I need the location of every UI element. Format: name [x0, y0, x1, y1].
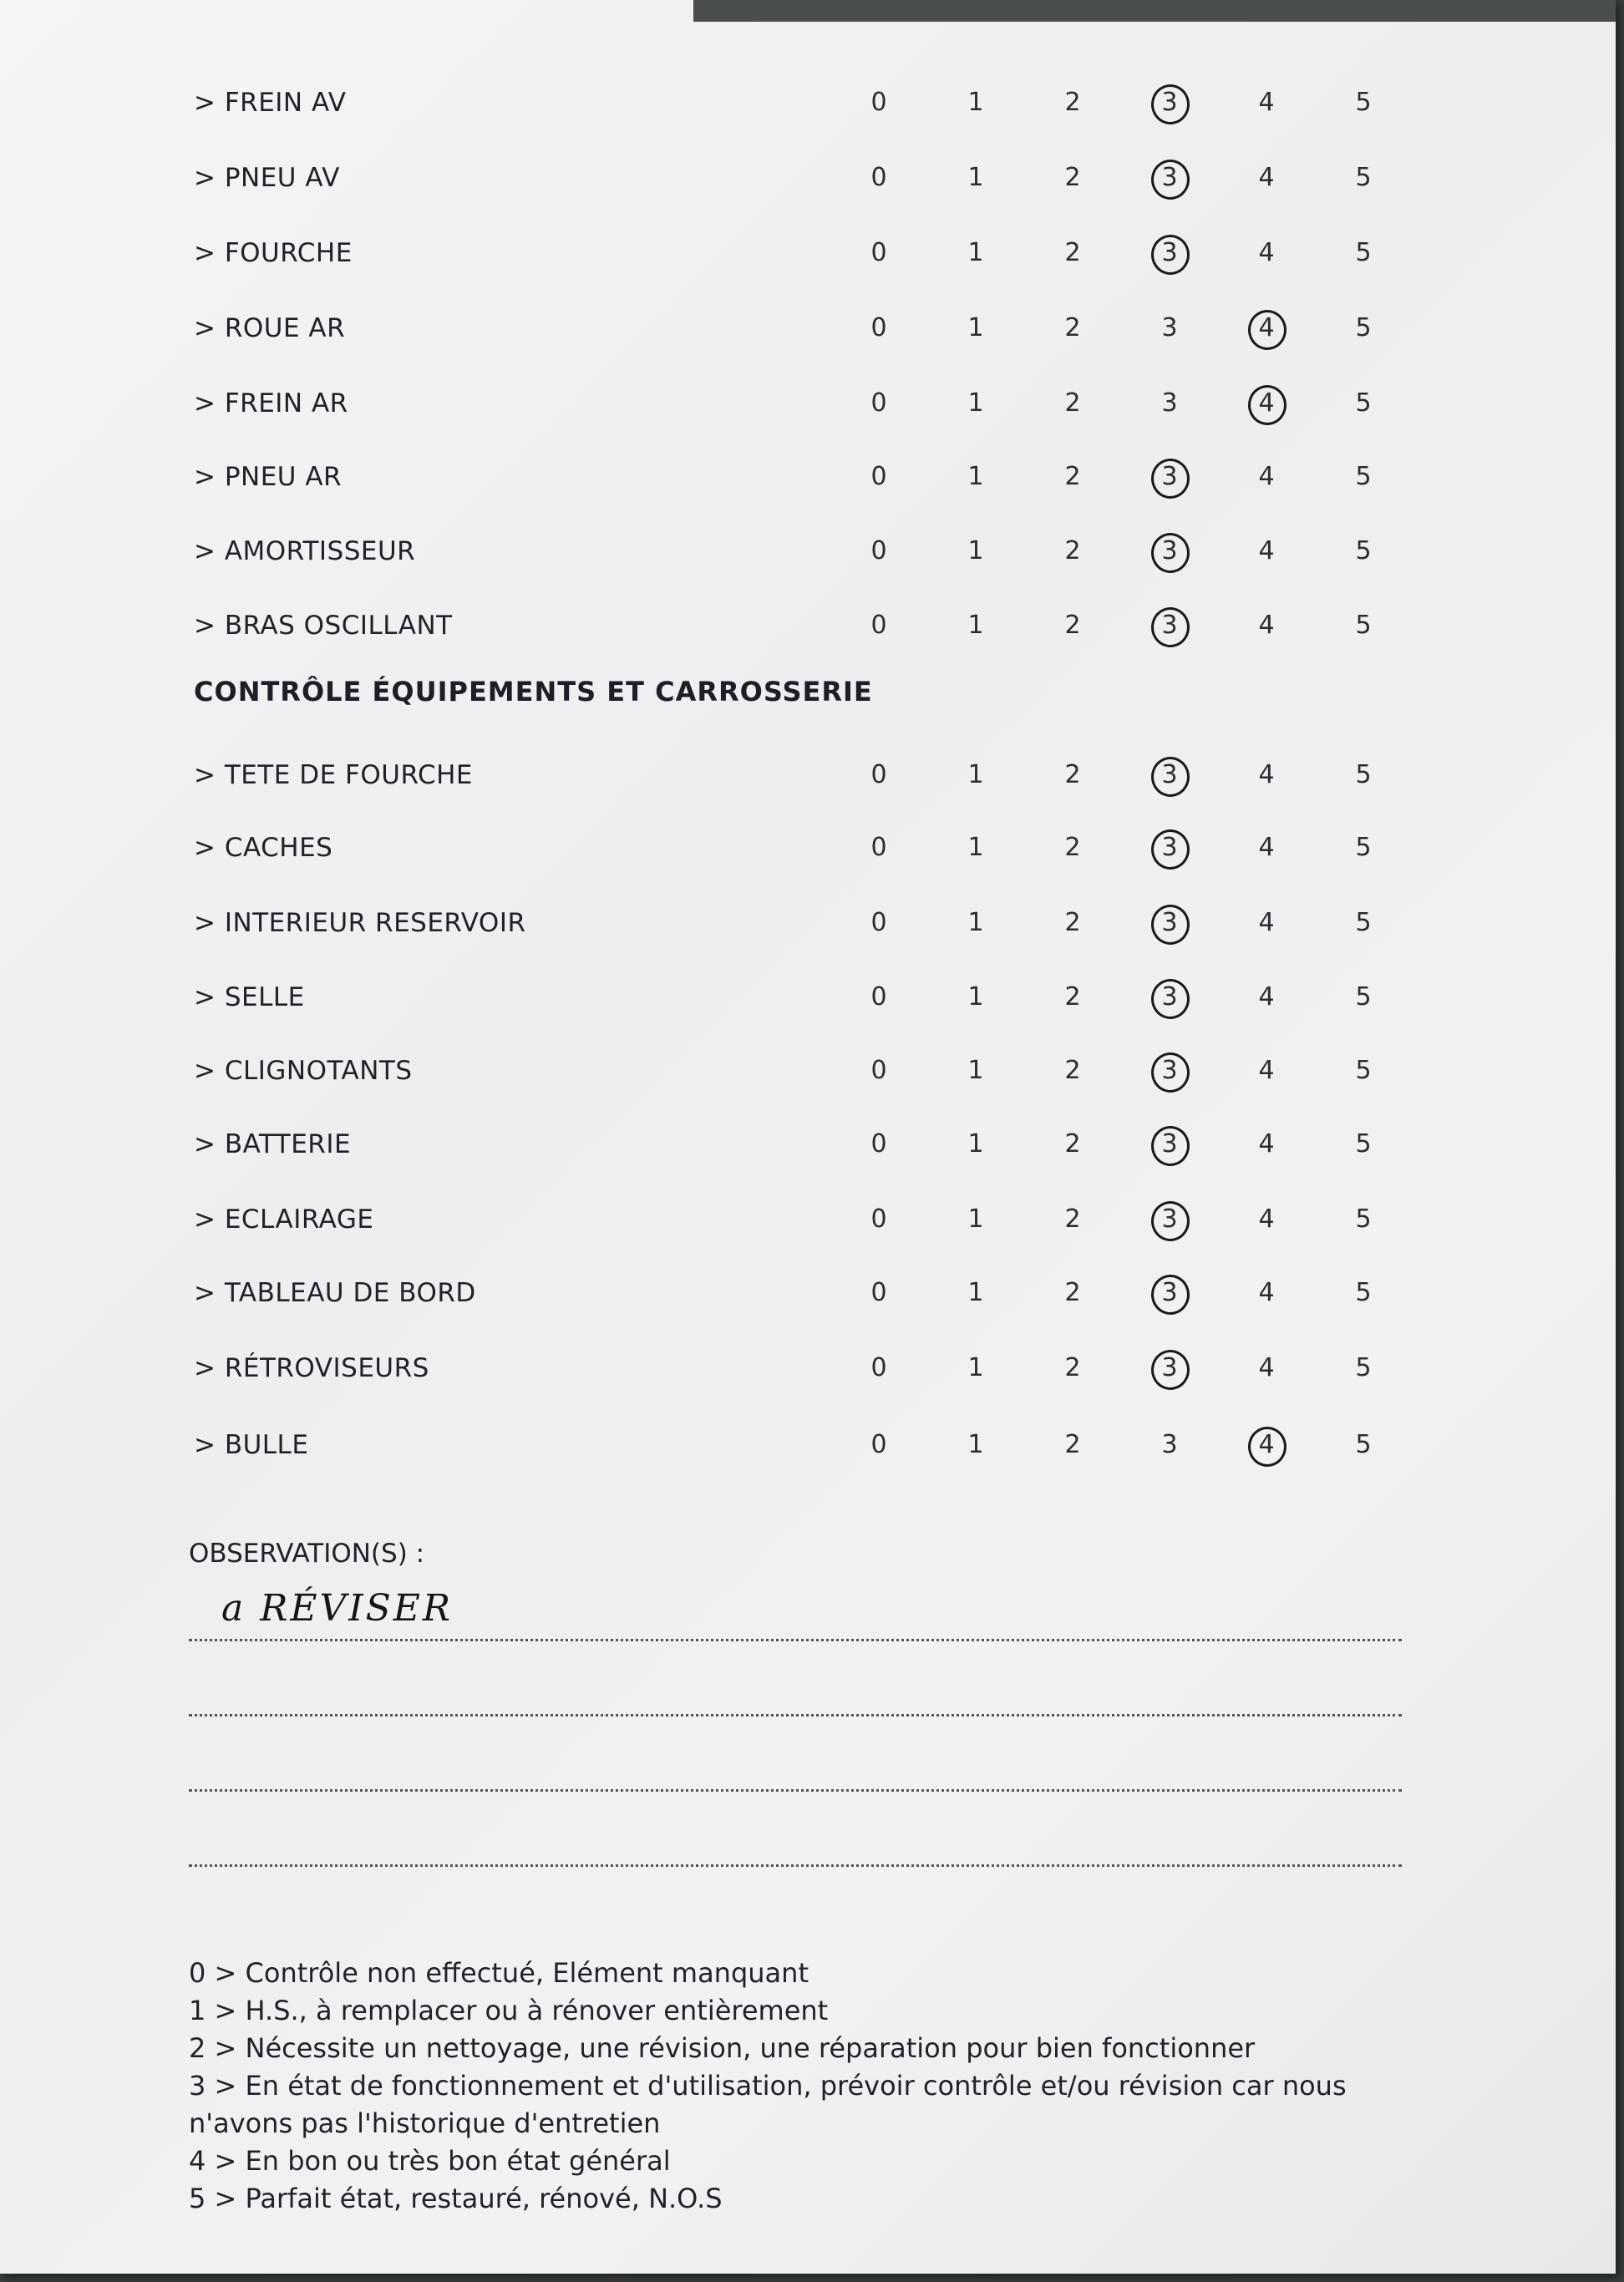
row-label: > BATTERIE: [194, 1129, 352, 1159]
row-label: > RÉTROVISEURS: [194, 1353, 429, 1383]
score-option-1[interactable]: 1: [967, 163, 984, 192]
score-option-4[interactable]: 4: [1258, 1353, 1275, 1382]
score-option-3[interactable]: 3: [1144, 1046, 1195, 1096]
score-option-4[interactable]: 4: [1258, 1278, 1275, 1307]
score-option-5[interactable]: 5: [1355, 536, 1372, 565]
score-option-5[interactable]: 5: [1355, 388, 1372, 418]
score-option-5[interactable]: 5: [1355, 1430, 1372, 1459]
score-option-1[interactable]: 1: [967, 908, 984, 937]
score-option-3[interactable]: 3: [1144, 898, 1195, 948]
score-option-1[interactable]: 1: [967, 1430, 984, 1459]
legend-item: 2 > Nécessite un nettoyage, une révision, une réparation pour bien fonctionner: [189, 2032, 1256, 2064]
score-option-3[interactable]: 3: [1144, 972, 1195, 1022]
score-option-2[interactable]: 2: [1064, 1056, 1081, 1085]
score-option-5[interactable]: 5: [1355, 1278, 1372, 1307]
score-option-3[interactable]: 3: [1144, 78, 1195, 128]
score-option-2[interactable]: 2: [1064, 611, 1081, 640]
score-option-3[interactable]: 3: [1144, 1343, 1195, 1393]
score-option-3[interactable]: 3: [1144, 228, 1195, 278]
rating-row: [0, 452, 1616, 502]
row-label: > BRAS OSCILLANT: [194, 611, 453, 641]
score-option-5[interactable]: 5: [1355, 982, 1372, 1012]
observation-line[interactable]: [189, 1864, 1402, 1867]
score-option-0[interactable]: 0: [870, 760, 887, 789]
score-option-4[interactable]: 4: [1241, 378, 1292, 429]
score-option-4[interactable]: 4: [1258, 536, 1275, 565]
score-option-4[interactable]: 4: [1258, 760, 1275, 789]
score-option-1[interactable]: 1: [967, 388, 984, 418]
score-option-0[interactable]: 0: [870, 1056, 887, 1085]
score-option-3[interactable]: 3: [1144, 823, 1195, 873]
row-label: > AMORTISSEUR: [194, 536, 416, 566]
score-option-4[interactable]: 4: [1258, 833, 1275, 862]
score-option-1[interactable]: 1: [967, 611, 984, 640]
score-option-4[interactable]: 4: [1241, 303, 1292, 353]
score-option-0[interactable]: 0: [870, 1129, 887, 1159]
rating-legend: [189, 1955, 1408, 2218]
score-option-3[interactable]: 3: [1144, 1119, 1195, 1169]
score-option-4[interactable]: 4: [1258, 1056, 1275, 1085]
score-option-2[interactable]: 2: [1064, 1278, 1081, 1307]
score-option-0[interactable]: 0: [870, 388, 887, 418]
score-option-0[interactable]: 0: [870, 611, 887, 640]
score-option-4[interactable]: 4: [1258, 1204, 1275, 1234]
observation-line[interactable]: [189, 1789, 1402, 1792]
score-option-5[interactable]: 5: [1355, 1129, 1372, 1159]
score-option-0[interactable]: 0: [870, 908, 887, 937]
legend-item: 0 > Contrôle non effectué, Elément manquant: [189, 1957, 809, 1989]
score-option-0[interactable]: 0: [870, 833, 887, 862]
score-option-5[interactable]: 5: [1355, 238, 1372, 267]
score-option-4[interactable]: 4: [1258, 908, 1275, 937]
score-option-0[interactable]: 0: [870, 982, 887, 1012]
score-option-5[interactable]: 5: [1355, 611, 1372, 640]
score-option-1[interactable]: 1: [967, 1204, 984, 1234]
score-option-5[interactable]: 5: [1355, 760, 1372, 789]
rating-row: [0, 1046, 1616, 1096]
score-option-5[interactable]: 5: [1355, 462, 1372, 491]
row-label: > FREIN AV: [194, 88, 347, 118]
rating-row: [0, 1268, 1616, 1318]
score-option-1[interactable]: 1: [967, 1056, 984, 1085]
row-label: > ECLAIRAGE: [194, 1204, 374, 1235]
row-label: > PNEU AV: [194, 163, 340, 193]
legend-item: 3 > En état de fonctionnement et d'utilisation, prévoir contrôle et/ou révision car nous n'avons pas l'historique d'entretien: [189, 2070, 1347, 2139]
score-option-1[interactable]: 1: [967, 1278, 984, 1307]
score-option-1[interactable]: 1: [967, 833, 984, 862]
rating-row: [0, 228, 1616, 278]
row-label: > TABLEAU DE BORD: [194, 1278, 476, 1308]
score-option-3[interactable]: 3: [1144, 526, 1195, 576]
score-option-0[interactable]: 0: [870, 163, 887, 192]
score-option-5[interactable]: 5: [1355, 908, 1372, 937]
legend-item: 5 > Parfait état, restauré, rénové, N.O.S: [189, 2183, 723, 2214]
score-option-0[interactable]: 0: [870, 313, 887, 342]
score-option-4[interactable]: 4: [1258, 462, 1275, 491]
score-option-3[interactable]: 3: [1144, 1194, 1195, 1245]
row-label: > ROUE AR: [194, 313, 346, 343]
score-option-4[interactable]: 4: [1258, 238, 1275, 267]
row-label: > CLIGNOTANTS: [194, 1056, 413, 1086]
score-option-2[interactable]: 2: [1064, 1204, 1081, 1234]
score-option-2[interactable]: 2: [1064, 833, 1081, 862]
score-option-3[interactable]: 3: [1144, 601, 1195, 651]
rating-row: [0, 750, 1616, 800]
score-option-3[interactable]: 3: [1144, 153, 1195, 203]
row-label: > PNEU AR: [194, 462, 343, 492]
score-option-0[interactable]: 0: [870, 238, 887, 267]
score-option-1[interactable]: 1: [967, 88, 984, 117]
rating-row: [0, 153, 1616, 203]
score-option-5[interactable]: 5: [1355, 1353, 1372, 1382]
score-option-2[interactable]: 2: [1064, 1129, 1081, 1159]
rating-row: [0, 78, 1616, 128]
score-option-5[interactable]: 5: [1355, 163, 1372, 192]
rating-row: [0, 1343, 1616, 1393]
score-option-0[interactable]: 0: [870, 1278, 887, 1307]
handwritten-observation: a RÉVISER: [221, 1587, 454, 1630]
rating-row: [0, 898, 1616, 948]
legend-item: 4 > En bon ou très bon état général: [189, 2145, 671, 2177]
score-option-3[interactable]: 3: [1144, 750, 1195, 800]
score-option-0[interactable]: 0: [870, 536, 887, 565]
score-option-2[interactable]: 2: [1064, 536, 1081, 565]
row-label: > FREIN AR: [194, 388, 348, 418]
score-option-1[interactable]: 1: [967, 462, 984, 491]
score-option-1[interactable]: 1: [967, 1353, 984, 1382]
score-option-0[interactable]: 0: [870, 462, 887, 491]
rating-row: [0, 823, 1616, 873]
row-label: > SELLE: [194, 982, 305, 1012]
rating-row: [0, 601, 1616, 651]
score-option-2[interactable]: 2: [1064, 982, 1081, 1012]
row-label: > INTERIEUR RESERVOIR: [194, 908, 526, 938]
score-option-3[interactable]: 3: [1144, 452, 1195, 502]
score-option-2[interactable]: 2: [1064, 1430, 1081, 1459]
rating-row: [0, 972, 1616, 1022]
score-option-2[interactable]: 2: [1064, 1353, 1081, 1382]
score-option-0[interactable]: 0: [870, 1353, 887, 1382]
score-option-3[interactable]: 3: [1161, 388, 1178, 418]
score-option-1[interactable]: 1: [967, 313, 984, 342]
score-option-5[interactable]: 5: [1355, 1056, 1372, 1085]
score-option-1[interactable]: 1: [967, 238, 984, 267]
score-option-4[interactable]: 4: [1258, 88, 1275, 117]
row-label: > CACHES: [194, 833, 333, 863]
rating-row: [0, 1420, 1616, 1470]
observations-label: OBSERVATION(S) :: [189, 1539, 425, 1569]
score-option-5[interactable]: 5: [1355, 1204, 1372, 1234]
observation-line[interactable]: [189, 1639, 1402, 1641]
score-option-5[interactable]: 5: [1355, 313, 1372, 342]
score-option-3[interactable]: 3: [1161, 313, 1178, 342]
score-option-2[interactable]: 2: [1064, 908, 1081, 937]
score-option-2[interactable]: 2: [1064, 462, 1081, 491]
rating-row: [0, 378, 1616, 429]
section-title: CONTRÔLE ÉQUIPEMENTS ET CARROSSERIE: [194, 676, 873, 707]
rating-row: [0, 1194, 1616, 1245]
score-option-4[interactable]: 4: [1258, 611, 1275, 640]
score-option-4[interactable]: 4: [1258, 982, 1275, 1012]
score-option-5[interactable]: 5: [1355, 833, 1372, 862]
row-label: > BULLE: [194, 1430, 309, 1460]
score-option-1[interactable]: 1: [967, 1129, 984, 1159]
score-option-4[interactable]: 4: [1258, 1129, 1275, 1159]
score-option-2[interactable]: 2: [1064, 163, 1081, 192]
score-option-0[interactable]: 0: [870, 1430, 887, 1459]
rating-row: [0, 526, 1616, 576]
observation-line[interactable]: [189, 1714, 1402, 1717]
score-option-0[interactable]: 0: [870, 88, 887, 117]
rating-row: [0, 1119, 1616, 1169]
score-option-0[interactable]: 0: [870, 1204, 887, 1234]
row-label: > TETE DE FOURCHE: [194, 760, 473, 790]
rating-row: [0, 303, 1616, 353]
score-option-4[interactable]: 4: [1241, 1420, 1292, 1470]
score-option-2[interactable]: 2: [1064, 313, 1081, 342]
score-option-1[interactable]: 1: [967, 982, 984, 1012]
score-option-2[interactable]: 2: [1064, 238, 1081, 267]
score-option-4[interactable]: 4: [1258, 163, 1275, 192]
row-label: > FOURCHE: [194, 238, 353, 268]
score-option-1[interactable]: 1: [967, 536, 984, 565]
score-option-2[interactable]: 2: [1064, 388, 1081, 418]
score-option-2[interactable]: 2: [1064, 88, 1081, 117]
score-option-1[interactable]: 1: [967, 760, 984, 789]
legend-item: 1 > H.S., à remplacer ou à rénover entièrement: [189, 1995, 829, 2026]
score-option-3[interactable]: 3: [1144, 1268, 1195, 1318]
score-option-2[interactable]: 2: [1064, 760, 1081, 789]
score-option-3[interactable]: 3: [1161, 1430, 1178, 1459]
score-option-5[interactable]: 5: [1355, 88, 1372, 117]
